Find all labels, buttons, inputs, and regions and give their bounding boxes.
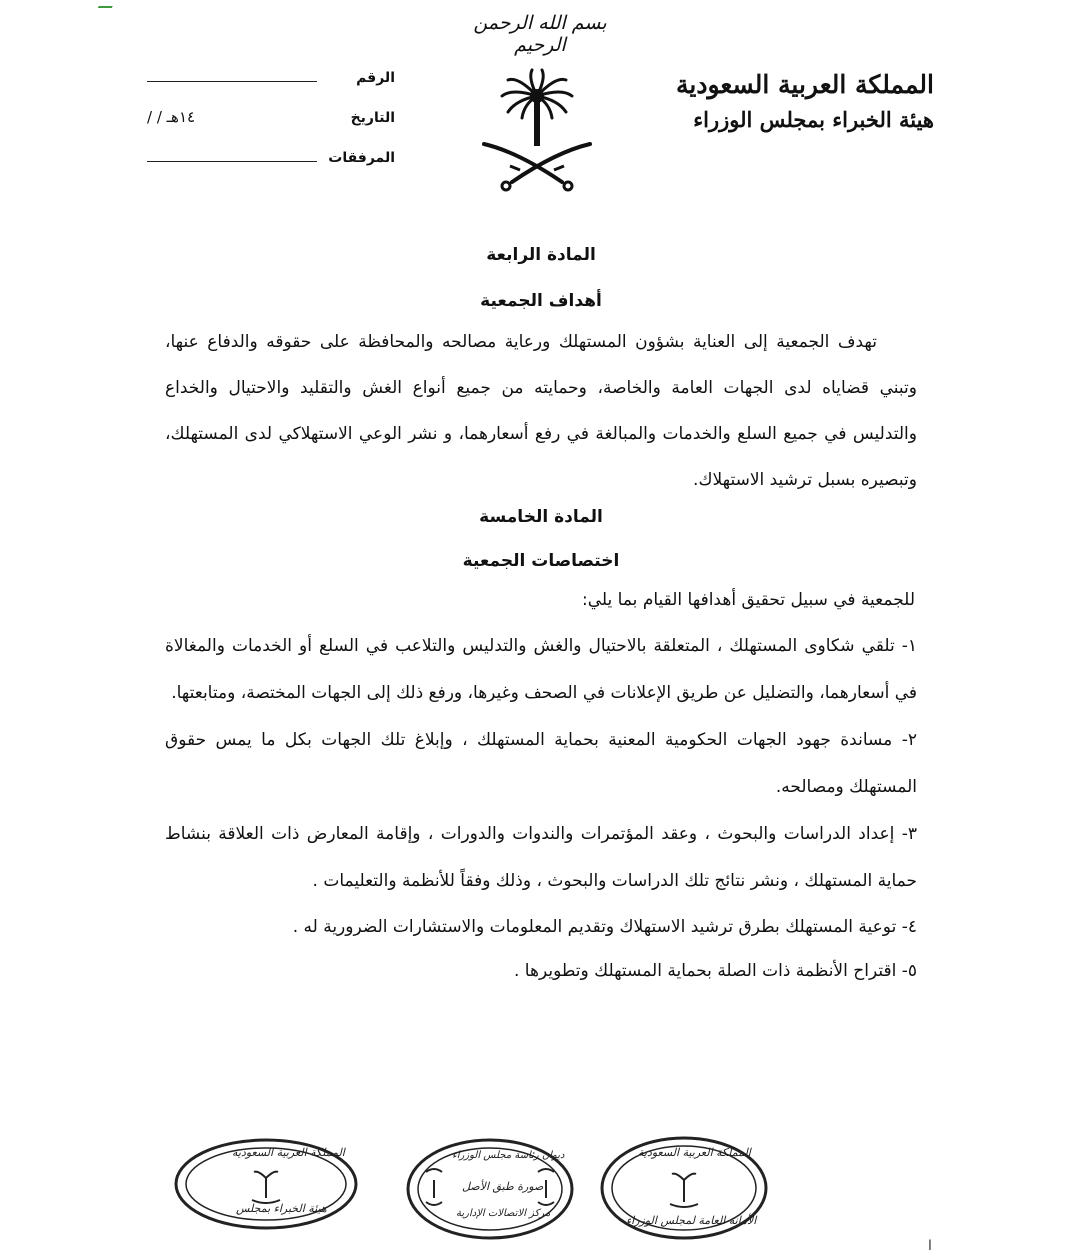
org-line1: المملكة العربية السعودية bbox=[675, 70, 934, 99]
article4-subtitle: أهداف الجمعية bbox=[480, 291, 602, 311]
footer-mark: ا bbox=[928, 1238, 932, 1254]
document-body bbox=[165, 245, 917, 993]
list-item: ٤- توعية المستهلك بطرق ترشيد الاستهلاك وتقديم المعلومات والاستشارات الضرورية له . bbox=[292, 917, 917, 937]
date-value: ١٤هـ / / bbox=[147, 108, 196, 126]
stamp-middle-bottom: مركز الاتصالات الإدارية bbox=[456, 1208, 551, 1219]
list-item: ١- تلقي شكاوى المستهلك ، المتعلقة بالاحتيال والغش والتدليس والتلاعب في السلع أو الخدمات والمغالاة في أسعارهما، والتضليل عن طريق الإعلانات في الصحف وغيرها، ورفع ذلك إلى الجهات المختصة، ومتابعتها. bbox=[165, 636, 917, 703]
stamp-middle-top: ديوان رئاسة مجلس الوزراء bbox=[452, 1150, 565, 1161]
corner-mark bbox=[98, 0, 117, 8]
stamp-left-top: المملكة العربية السعودية bbox=[232, 1146, 345, 1159]
stamp-right-bottom: الأمانة العامة لمجلس الوزراء bbox=[626, 1214, 757, 1227]
org-line2: هيئة الخبراء بمجلس الوزراء bbox=[693, 107, 934, 132]
stamp-experts-commission bbox=[172, 1136, 360, 1232]
article4-title: المادة الرابعة bbox=[486, 245, 596, 265]
attachments-line bbox=[147, 161, 317, 162]
article5-subtitle: اختصاصات الجمعية bbox=[462, 551, 620, 571]
ref-number-label: الرقم bbox=[356, 70, 395, 86]
list-item: ٥- اقتراح الأنظمة ذات الصلة بحماية المستهلك وتطويرها . bbox=[514, 961, 917, 981]
article4-text: تهدف الجمعية إلى العناية بشؤون المستهلك ورعاية مصالحه والمحافظة على حقوقه والدفاع عنها، وتبني قضاياه لدى الجهات العامة والخاصة، وحمايته من جميع أنواع الغش والتقليد والاحتيال والخداع والتدليس في جميع السلع والخدمات والمبالغة في رفع أسعارهما، و نشر الوعي الاستهلاكي لدى المستهلك، وتبصيره بسبل ترشيد الاستهلاك. bbox=[165, 332, 917, 490]
list-item: ٢- مساندة جهود الجهات الحكومية المعنية بحماية المستهلك ، وإبلاغ تلك الجهات بكل ما يمس حقوق المستهلك ومصالحه. bbox=[165, 730, 917, 797]
date-row bbox=[145, 106, 395, 146]
basmala: بسم الله الرحمن الرحيم bbox=[473, 12, 607, 56]
article5-title: المادة الخامسة bbox=[479, 507, 603, 527]
stamp-right-top: المملكة العربية السعودية bbox=[638, 1146, 751, 1159]
list-item: ٣- إعداد الدراسات والبحوث ، وعقد المؤتمرات والندوات والدورات ، وإقامة المعارض ذات العلاقة بنشاط حماية المستهلك ، ونشر نتائج تلك الدراسات والبحوث ، وذلك وفقاً للأنظمة والتعليمات . bbox=[165, 824, 917, 891]
date-label: التاريخ bbox=[350, 110, 395, 126]
ref-number-line bbox=[147, 81, 317, 82]
stamp-middle-mid: صورة طبق الأصل bbox=[462, 1180, 544, 1193]
stamp-left-bottom: هيئة الخبراء بمجلس bbox=[236, 1202, 327, 1215]
ref-number-row bbox=[145, 66, 395, 106]
article5-intro: للجمعية في سبيل تحقيق أهدافها القيام بما يلي: bbox=[582, 590, 915, 610]
stamp-diwan bbox=[404, 1136, 576, 1242]
attachments-label: المرفقات bbox=[328, 150, 395, 166]
reference-fields bbox=[145, 66, 395, 186]
stamp-cabinet-secretariat bbox=[598, 1134, 770, 1242]
palm-swords-emblem-icon bbox=[478, 66, 596, 196]
attachments-row bbox=[145, 146, 395, 186]
organization-name bbox=[634, 70, 934, 132]
